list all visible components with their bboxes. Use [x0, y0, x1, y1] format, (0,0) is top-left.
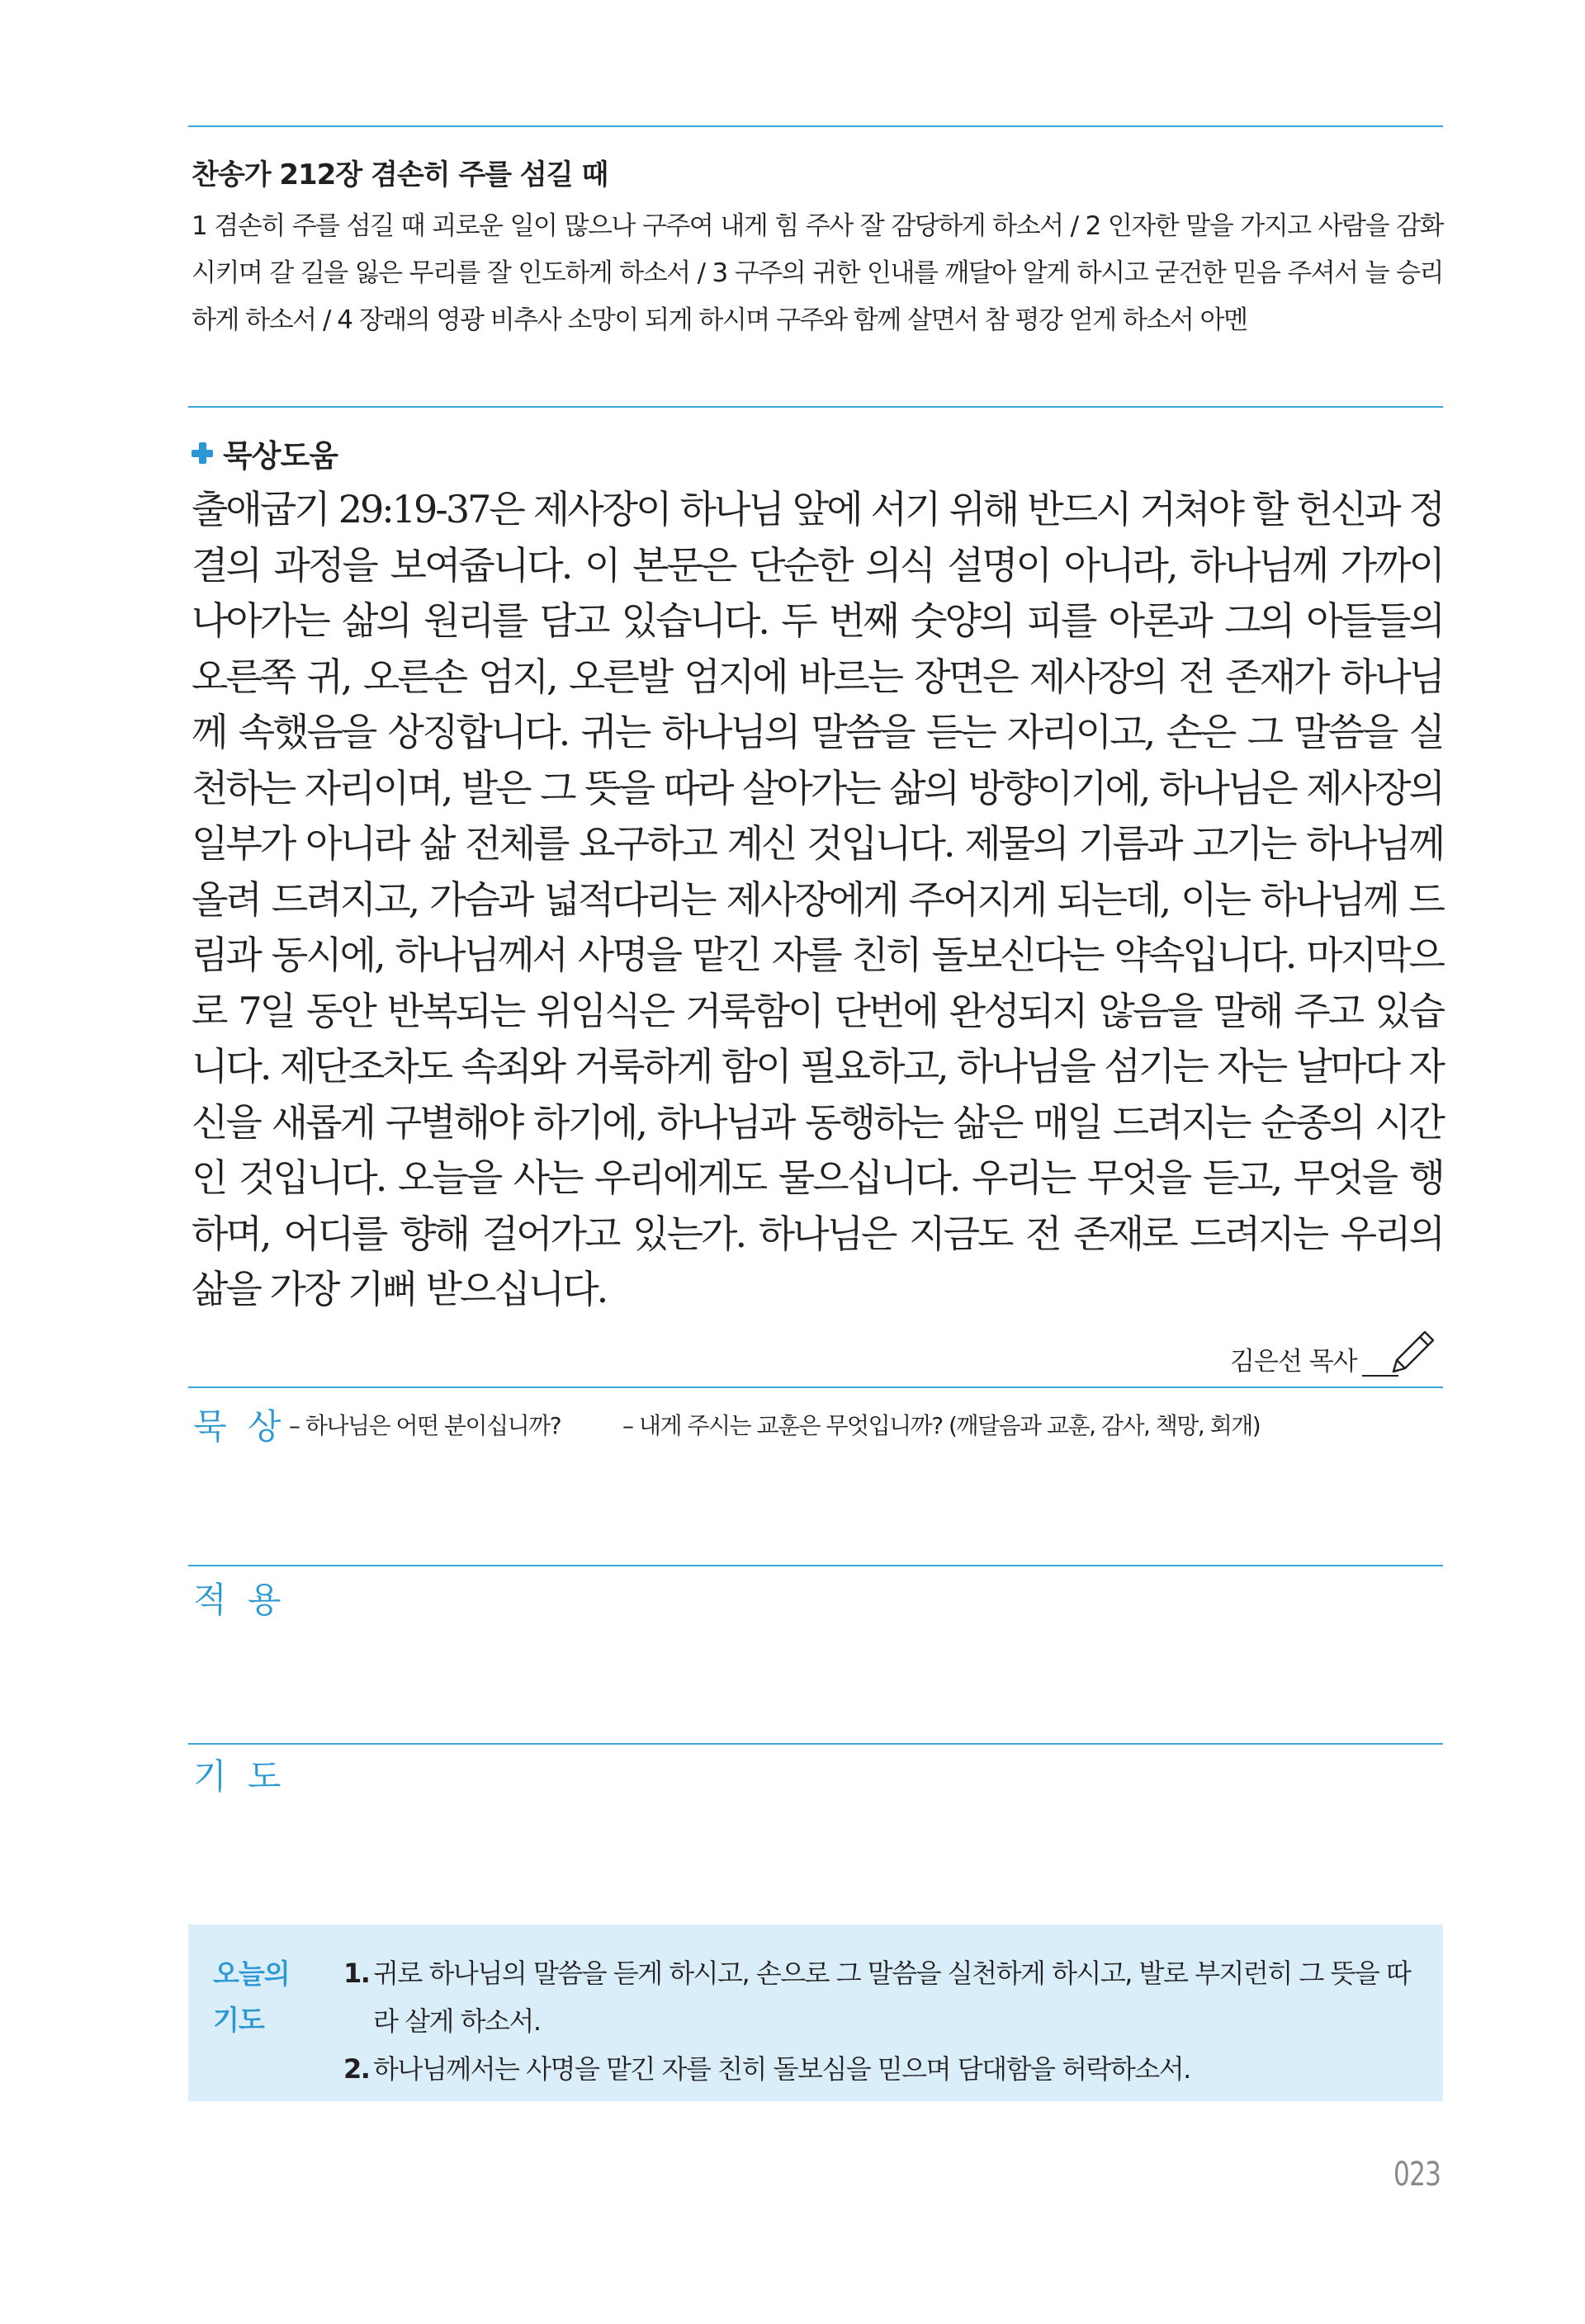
prayer-item [343, 2045, 1433, 2093]
prayer-label: 기 도 [193, 1756, 286, 1797]
prayer-divider [188, 1743, 1443, 1745]
hymn-divider [188, 406, 1443, 408]
prayer-item [343, 1949, 1433, 2045]
application-divider [188, 1565, 1443, 1566]
application-label: 적 용 [193, 1580, 286, 1620]
meditation-help-heading [190, 431, 338, 475]
meditation-label: 묵 상 [193, 1406, 286, 1447]
top-divider [188, 125, 1443, 127]
meditation-help-title: 묵상도움 [223, 438, 338, 474]
page-number: 023 [1393, 2156, 1441, 2194]
meditation-question-2: – 내게 주시는 교훈은 무엇입니까? (깨달음과 교훈, 감사, 책망, 회개) [622, 1412, 1261, 1439]
prayer-item-number: 2. [343, 2053, 370, 2085]
todays-prayer-label [213, 1951, 304, 2043]
hymn-lyrics: 1 겸손히 주를 섬길 때 괴로운 일이 많으나 구주여 내게 힘 주사 잘 감당하게 하소서 / 2 인자한 말을 가지고 사람을 감화시키며 갈 길을 잃은 무리를 잘 인도하게 하소서 / 3 구주의 귀한 인내를 깨달아 알게 하시고 굳건한 믿음 주셔서 늘 승리하게 하소서 / 4 장래의 영광 비추사 소망이 되게 하시며 구주와 함께 살면서 참 평강 얻게 하소서 아멘 [192, 211, 1443, 335]
meditation-question-1: – 하나님은 어떤 분이십니까? [289, 1412, 561, 1439]
todays-prayer-label-line1: 오늘의 [213, 1958, 290, 1990]
prayer-item-number: 1. [343, 1958, 370, 1989]
hymn-title: 찬송가 212장 겸손히 주를 섬길 때 [192, 158, 608, 191]
meditation-divider [188, 1386, 1443, 1388]
pencil-icon [1387, 1325, 1440, 1378]
prayer-item-text: 귀로 하나님의 말씀을 듣게 하시고, 손으로 그 말씀을 실천하게 하시고, 발로 부지런히 그 뜻을 따라 살게 하소서. [373, 1958, 1411, 2037]
author-name: 김은선 목사 [1230, 1347, 1357, 1377]
plus-icon [190, 441, 215, 465]
todays-prayer-label-line2: 기도 [213, 2004, 264, 2036]
todays-prayer-box [188, 1925, 1443, 2101]
meditation-help-body: 출애굽기 29:19-37은 제사장이 하나님 앞에 서기 위해 반드시 거쳐야 할 헌신과 정결의 과정을 보여줍니다. 이 본문은 단순한 의식 설명이 아니라, 하나님께 가까이 나아가는 삶의 원리를 담고 있습니다. 두 번째 숫양의 피를 아론과 그의 아들들의 오른쪽 귀, 오른손 엄지, 오른발 엄지에 바르는 장면은 제사장의 전 존재가 하나님께 속했음을 상징합니다. 귀는 하나님의 말씀을 듣는 자리이고, 손은 그 말씀을 실천하는 자리이며, 발은 그 뜻을 따라 살아가는 삶의 방향이기에, 하나님은 제사장의 일부가 아니라 삶 전체를 요구하고 계신 것입니다. 제물의 기름과 고기는 하나님께 올려 드려지고, 가슴과 넓적다리는 제사장에게 주어지게 되는데, 이는 하나님께 드림과 동시에, 하나님께서 사명을 맡긴 자를 친히 돌보신다는 약속입니다. 마지막으로 7일 동안 반복되는 위임식은 거룩함이 단번에 완성되지 않음을 말해 주고 있습니다. 제단조차도 속죄와 거룩하게 함이 필요하고, 하나님을 섬기는 자는 날마다 자신을 새롭게 구별해야 하기에, 하나님과 동행하는 삶은 매일 드려지는 순종의 시간인 것입니다. 오늘을 사는 우리에게도 물으십니다. 우리는 무엇을 듣고, 무엇을 행하며, 어디를 향해 걸어가고 있는가. 하나님은 지금도 전 존재로 드려지는 우리의 삶을 가장 기뻐 받으십니다. [192, 487, 1443, 1311]
prayer-item-text: 하나님께서는 사명을 맡긴 자를 친히 돌보심을 믿으며 담대함을 허락하소서. [373, 2053, 1190, 2085]
todays-prayer-list [343, 1949, 1433, 2093]
